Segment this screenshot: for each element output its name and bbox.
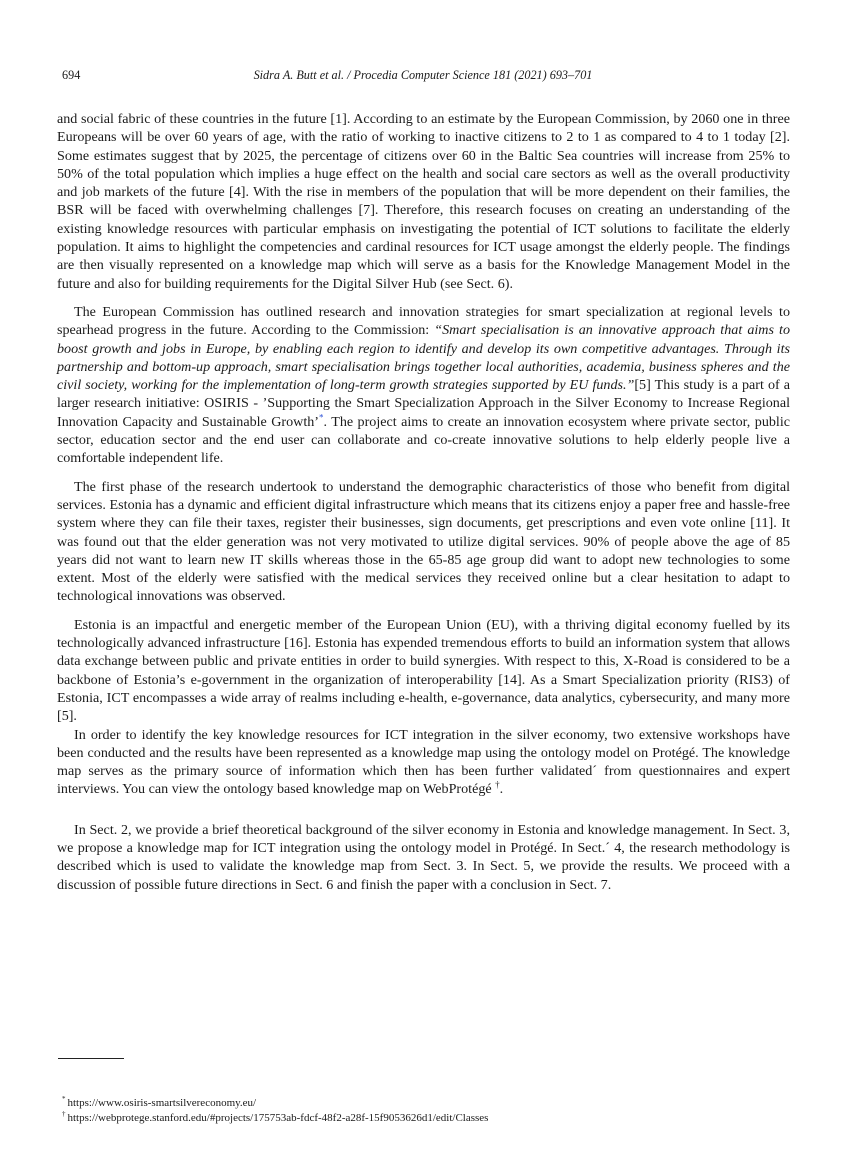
footnote-ref-webprotege[interactable]: † [495, 779, 500, 790]
paragraph-5: In order to identify the key knowledge resources for ICT integration in the silver economy, two extensive workshops have been conducted and the results have been represented as a knowledge map using the ontology model on Protégé. The knowledge map serves as the primary source of information which then has been further validated´ from questionnaires and expert interviews. You can view the ontology based knowledge map on WebProtégé †. [57, 726, 790, 798]
commission-quote: “Smart specialisation is an innovative approach that aims to boost growth and jobs in Europe, by enabling each region to identify and develop its own competitive advantages. Through its partnership and bottom-up approach, smart specialisation brings together local authorities, academia, business spheres and the civil society, working for the implementation of long-term growth strategies supported by EU funds.” [57, 322, 790, 394]
footnote-1: * https://www.osiris-smartsilvereconomy.eu/ [62, 1095, 257, 1109]
footnote-link-osiris[interactable]: https://www.osiris-smartsilvereconomy.eu/ [67, 1097, 257, 1109]
footnote-2: † https://webprotege.stanford.edu/#projects/175753ab-fdcf-48f2-a28f-15f9053626d1/edit/Classes [62, 1110, 489, 1124]
footnote-link-webprotege[interactable]: https://webprotege.stanford.edu/#projects/175753ab-fdcf-48f2-a28f-15f9053626d1/edit/Classes [67, 1112, 489, 1124]
paragraph-6: In Sect. 2, we provide a brief theoretical background of the silver economy in Estonia and knowledge management. In Sect. 3, we propose a knowledge map for ICT integration using the ontology model in Protégé. In Sect.´ 4, the research methodology is described which is used to validate the knowledge map from Sect. 3. In Sect. 5, we provide the results. We proceed with a discussion of possible future directions in Sect. 6 and finish the paper with a conclusion in Sect. 7. [57, 821, 790, 893]
paragraph-2: The European Commission has outlined research and innovation strategies for smart specialization at regional levels to spearhead progress in the future. According to the Commission: “Smart specialisation is an innovative approach that aims to boost growth and jobs in Europe, by enabling each region to identify and develop its own competitive advantages. Through its partnership and bottom-up approach, smart specialisation brings together local authorities, academia, business spheres and the civil society, working for the implementation of long-term growth strategies supported by EU funds.”[5] This study is a part of a larger research initiative: OSIRIS - ’Supporting the Smart Specialization Approach in the Silver Economy to Increase Regional Innovation Capacity and Sustainable Growth’*. The project aims to create an innovation ecosystem where private sector, public sector, education sector and the end user can collaborate and co-create innovative solutions to help elderly people live a comfortable independent life. [57, 303, 790, 467]
paragraph-4: Estonia is an impactful and energetic member of the European Union (EU), with a thriving digital economy fuelled by its technologically advanced infrastructure [16]. Estonia has expended tremendous efforts to build an information system that allows data exchange between public and private entities in order to build synergies. With respect to this, X-Road is considered to be a backbone of Estonia’s e-government in the organization of interoperability [14]. As a Smart Specialization priority (RIS3) of Estonia, ICT encompasses a wide array of realms including e-health, e-governance, data analytics, cybersecurity, and many more [5]. [57, 616, 790, 725]
footnotes [62, 1096, 488, 1126]
footnote-rule [58, 1058, 124, 1059]
footnote-ref-osiris[interactable]: * [319, 412, 324, 423]
paragraph-1: and social fabric of these countries in the future [1]. According to an estimate by the European Commission, by 2060 one in three Europeans will be over 60 years of age, with the ratio of working to inactive citizens to 2 to 1 as compared to 4 to 1 today [2]. Some estimates suggest that by 2025, the percentage of citizens over 60 in the Baltic Sea countries will increase from 25% to 50% of the total population which implies a huge effect on the health and social care sectors as well as the overall productivity and job markets of the future [4]. With the rise in members of the population that will be more dependent on their families, the BSR will be faced with overwhelming challenges [7]. Therefore, this research focuses on creating an understanding of the existing knowledge resources with particular emphasis on investigating the potential of ICT solutions to facilitate the elderly population. It aims to highlight the competencies and cardinal resources for ICT usage amongst the elderly people. The findings are then visually represented on a knowledge map which will serve as a basis for the Knowledge Management Model in the future and also for building requirements for the Digital Silver Hub (see Sect. 6). [57, 111, 790, 292]
paragraph-3: The first phase of the research undertook to understand the demographic characteristics of those who benefit from digital services. Estonia has a dynamic and efficient digital infrastructure which means that its citizens enjoy a paper free and hassle-free system where they can file their taxes, register their businesses, sign documents, get prescriptions and even vote online [11]. It was found out that the elder generation was not very motivated to utilize digital services. 90% of people above the age of 85 years did not want to learn new IT skills whereas those in the 65-85 age group did want to adopt new technologies to some extent. Most of the elderly were satisfied with the medical services they received online but a clear hesitation to adapt to technological innovations was observed. [57, 478, 790, 605]
page-number: 694 [62, 68, 81, 82]
body-text [57, 110, 790, 904]
running-head: Sidra A. Butt et al. / Procedia Computer Science 181 (2021) 693–701 [253, 68, 593, 82]
